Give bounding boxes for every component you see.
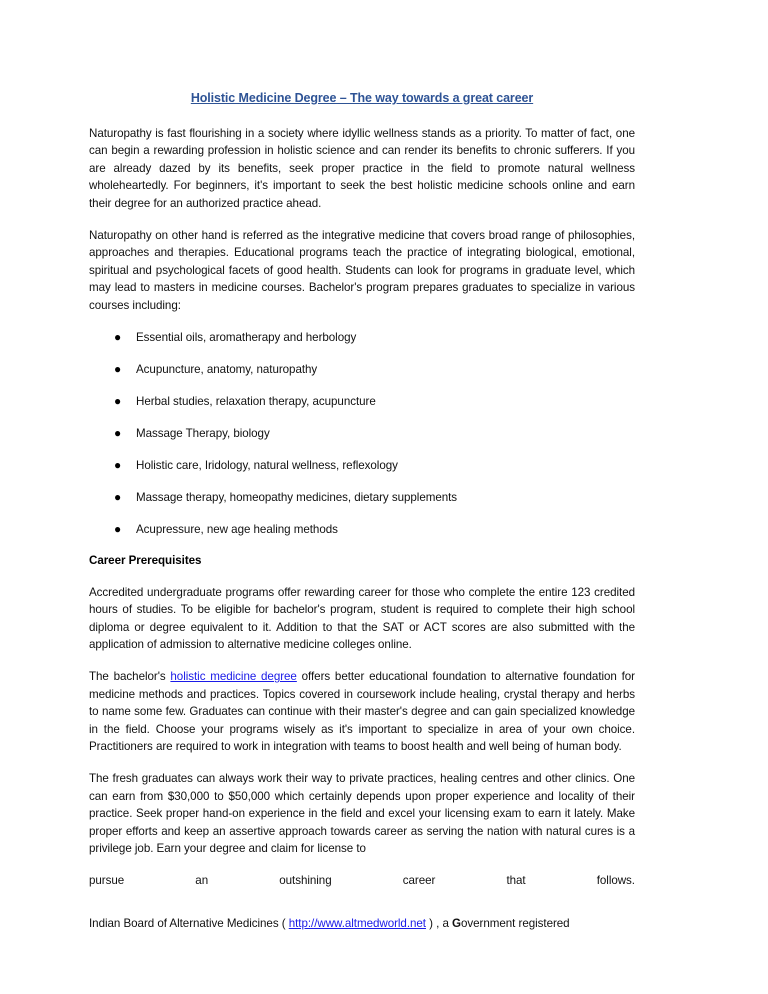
- list-item-label: Herbal studies, relaxation therapy, acupuncture: [136, 394, 376, 408]
- footer-text-tail: overnment registered: [461, 916, 570, 930]
- paragraph-bachelors-degree: [89, 668, 635, 755]
- page-title: Holistic Medicine Degree – The way towards a great career: [190, 91, 534, 105]
- final-line-word: pursue: [89, 873, 125, 887]
- paragraph-intro: Naturopathy is fast flourishing in a society where idyllic wellness stands as a priority. To matter of fact, one can begin a rewarding profession in holistic science and can render its benefits to chronic sufferers. If you are already dazed by its benefits, seek proper practice in the field to promote natural wellness wholeheartedly. For beginners, it's important to seek the best holistic medicine schools online and earn their degree for an authorized practice ahead.: [89, 127, 635, 210]
- list-item: [89, 425, 635, 442]
- paragraph-text-after-link: offers better educational foundation to alternative foundation for medicine methods and practices. Topics covered in coursework include healing, crystal therapy and herbs to name some few. Graduates can continue with their master's degree and can gain specialized knowledge in the field. Choose your programs wisely as it's important to specialize in area of your own choice. Practitioners are required to work in integration with teams to boost health and well being of human body.: [89, 670, 635, 754]
- list-item: [89, 393, 635, 410]
- paragraph-integrative-medicine: Naturopathy on other hand is referred as the integrative medicine that covers broad range of philosophies, approaches and therapies. Educational programs teach the practice of integrating biological, emotional, spiritual and psychological facets of good health. Students can look for programs in graduate level, which may lead to masters in medicine courses. Bachelor's program prepares graduates to specialize in various courses including:: [89, 229, 635, 312]
- list-item-label: Massage therapy, homeopathy medicines, dietary supplements: [136, 490, 458, 504]
- list-item: [89, 329, 635, 346]
- footer-text-after-link: ) , a: [425, 916, 453, 930]
- bullet-icon: ●: [114, 361, 122, 376]
- altmedworld-url-link[interactable]: http://www.altmedworld.net: [288, 916, 426, 930]
- bullet-icon: ●: [114, 425, 122, 440]
- bullet-icon: ●: [114, 330, 122, 345]
- paragraph-final-justified-line: [89, 872, 635, 889]
- list-item: [89, 457, 635, 474]
- final-line-word: an: [195, 873, 209, 887]
- bullet-icon: ●: [114, 489, 122, 504]
- final-line-word: outshining: [279, 873, 332, 887]
- paragraph-accredited-programs: Accredited undergraduate programs offer rewarding career for those who complete the entire 123 credited hours of studies. To be eligible for bachelor's program, student is required to complete their high school diploma or degree equivalent to it. Addition to that the SAT or ACT scores are also submitted with the application of admission to alternative medicine colleges online.: [89, 585, 635, 652]
- paragraph-fresh-graduates: The fresh graduates can always work their way to private practices, healing centres and other clinics. One can earn from $30,000 to $50,000 which certainly depends upon proper experience and locality of their practice. Seek proper hand-on experience in the field and excel your licensing exam to earn it lately. Make proper efforts and keep an assertive approach towards career as serving the nation with natural cures is a privilege job. Earn your degree and claim for license to: [89, 772, 635, 856]
- list-item: [89, 361, 635, 378]
- list-item-label: Holistic care, Iridology, natural wellness, reflexology: [136, 458, 398, 472]
- list-item: [89, 521, 635, 538]
- footer-text-before-link: Indian Board of Alternative Medicines (: [89, 916, 289, 930]
- document-body: [89, 90, 635, 932]
- list-item-label: Essential oils, aromatherapy and herbology: [136, 331, 357, 345]
- holistic-medicine-degree-link[interactable]: holistic medicine degree: [170, 670, 297, 684]
- paragraph-text-before-link: The bachelor's: [89, 670, 171, 684]
- footer-bold-initial: G: [452, 916, 462, 930]
- bullet-icon: ●: [114, 521, 122, 536]
- course-list: [89, 329, 635, 538]
- final-line-word: follows.: [596, 873, 635, 887]
- footer-attribution: [89, 915, 635, 932]
- final-line-word: career: [402, 873, 436, 887]
- list-item-label: Acupressure, new age healing methods: [136, 522, 338, 536]
- list-item: [89, 489, 635, 506]
- section-heading-career-prerequisites: Career Prerequisites: [89, 554, 202, 568]
- final-line-word: that: [506, 873, 526, 887]
- list-item-label: Massage Therapy, biology: [136, 426, 270, 440]
- bullet-icon: ●: [114, 393, 122, 408]
- bullet-icon: ●: [114, 457, 122, 472]
- list-item-label: Acupuncture, anatomy, naturopathy: [136, 362, 318, 376]
